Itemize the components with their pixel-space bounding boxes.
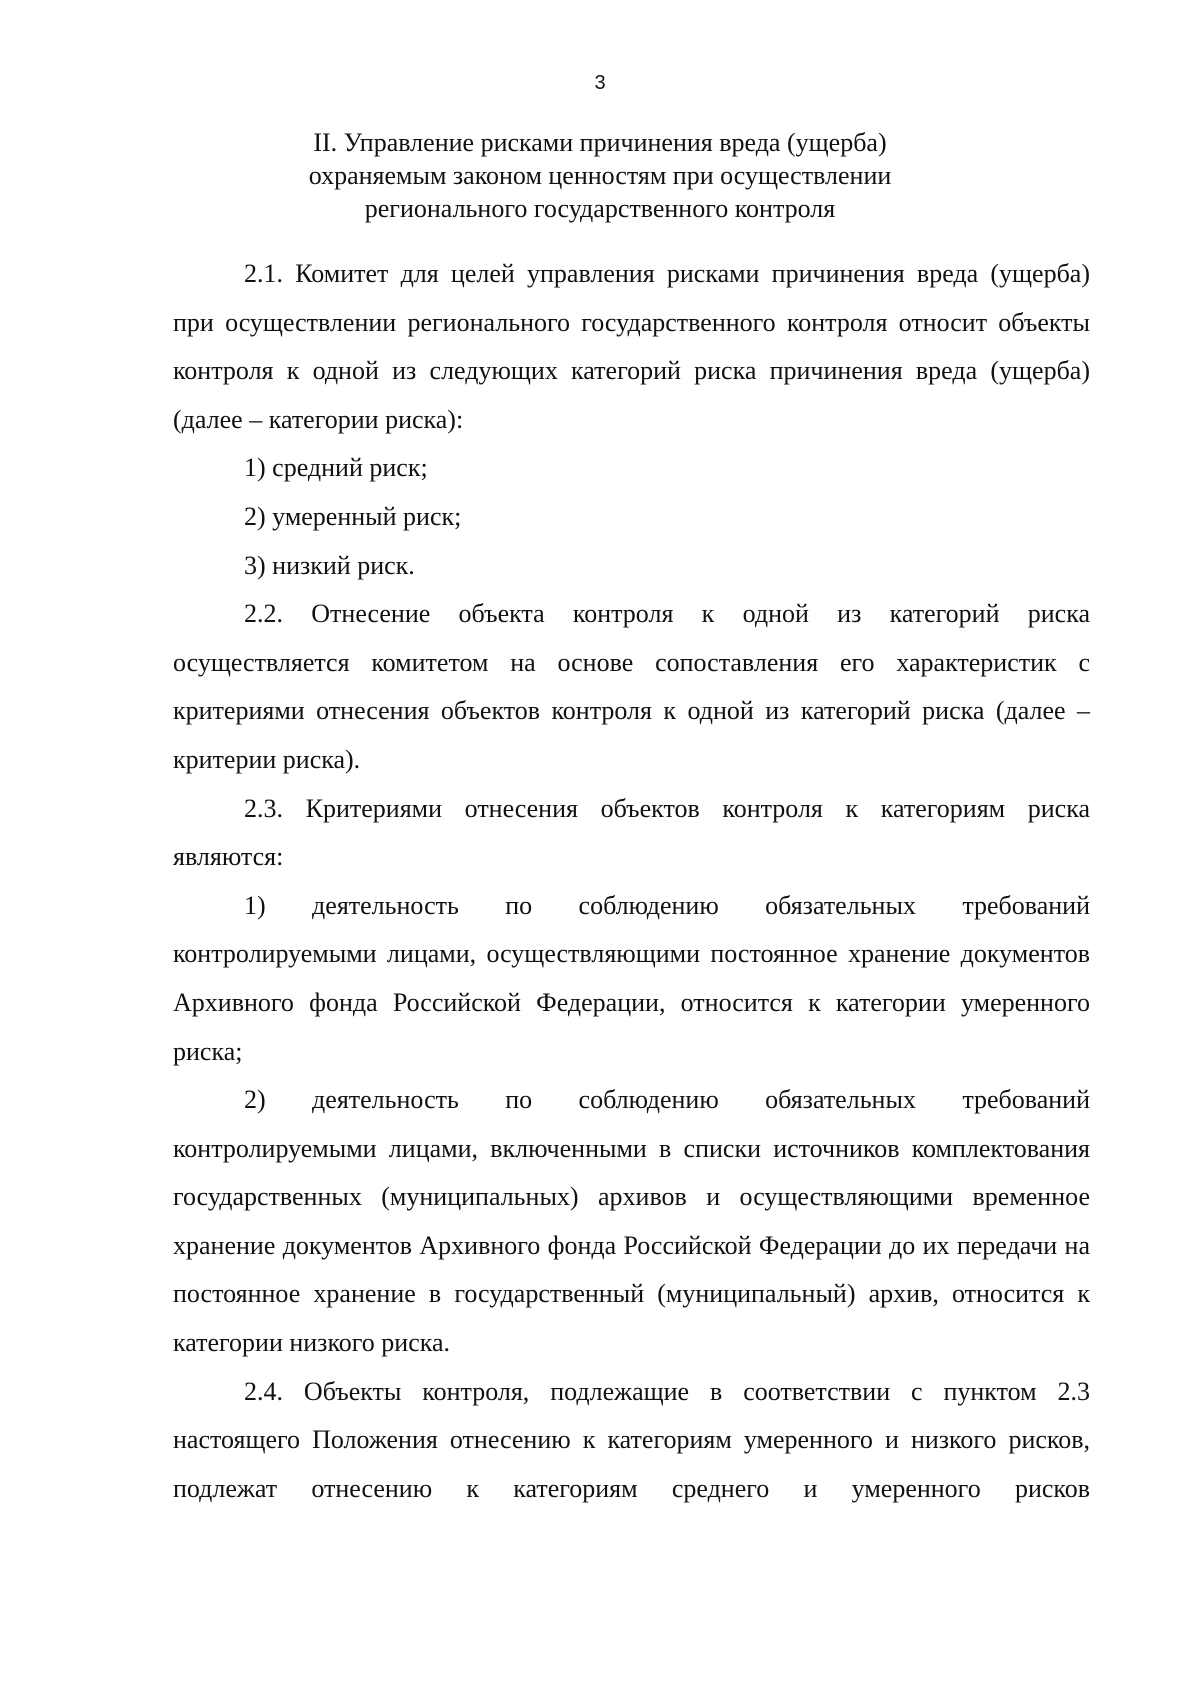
- risk-list-item-2: 2) умеренный риск;: [244, 501, 462, 531]
- paragraph-2-2: 2.2. Отнесение объекта контроля к одной из категорий риска осуществляется комитетом на основе сопоставления его характеристик с критериями отнесения объектов контроля к одной из категорий риска (далее – критерии риска).: [173, 599, 1090, 774]
- paragraph-2-3-item-2: 2) деятельность по соблюдению обязательных требований контролируемыми лицами, включенными в списки источников комплектования государственных (муниципальных) архивов и осуществляющими временное хранение документов Архивного фонда Российской Федерации до их передачи на постоянное хранение в государственный (муниципальный) архив, относится к категории низкого риска.: [173, 1085, 1090, 1358]
- heading-line-3: регионального государственного контроля: [364, 194, 836, 223]
- section-heading: [200, 126, 1000, 225]
- page-number: 3: [594, 72, 606, 94]
- paragraph-2-1: 2.1. Комитет для целей управления рисками причинения вреда (ущерба) при осуществлении регионального государственного контроля относит объекты контроля к одной из следующих категорий риска причинения вреда (ущерба) (далее – категории риска):: [173, 259, 1090, 434]
- risk-list-item-1: 1) средний риск;: [244, 453, 428, 483]
- paragraph-2-3: 2.3. Критериями отнесения объектов контроля к категориям риска являются:: [173, 793, 1090, 872]
- risk-list-item-3: 3) низкий риск.: [244, 550, 415, 580]
- paragraph-2-4: 2.4. Объекты контроля, подлежащие в соответствии с пунктом 2.3 настоящего Положения отнесению к категориям умеренного и низкого рисков, подлежат отнесению к категориям среднего и умеренного рисков: [173, 1376, 1090, 1503]
- heading-line-1: II. Управление рисками причинения вреда (ущерба): [313, 128, 887, 157]
- paragraph-2-3-item-1: 1) деятельность по соблюдению обязательных требований контролируемыми лицами, осуществляющими постоянное хранение документов Архивного фонда Российской Федерации, относится к категории умеренного риска;: [173, 890, 1090, 1066]
- heading-line-2: охраняемым законом ценностям при осуществлении: [308, 161, 892, 190]
- document-body: [173, 250, 1090, 1513]
